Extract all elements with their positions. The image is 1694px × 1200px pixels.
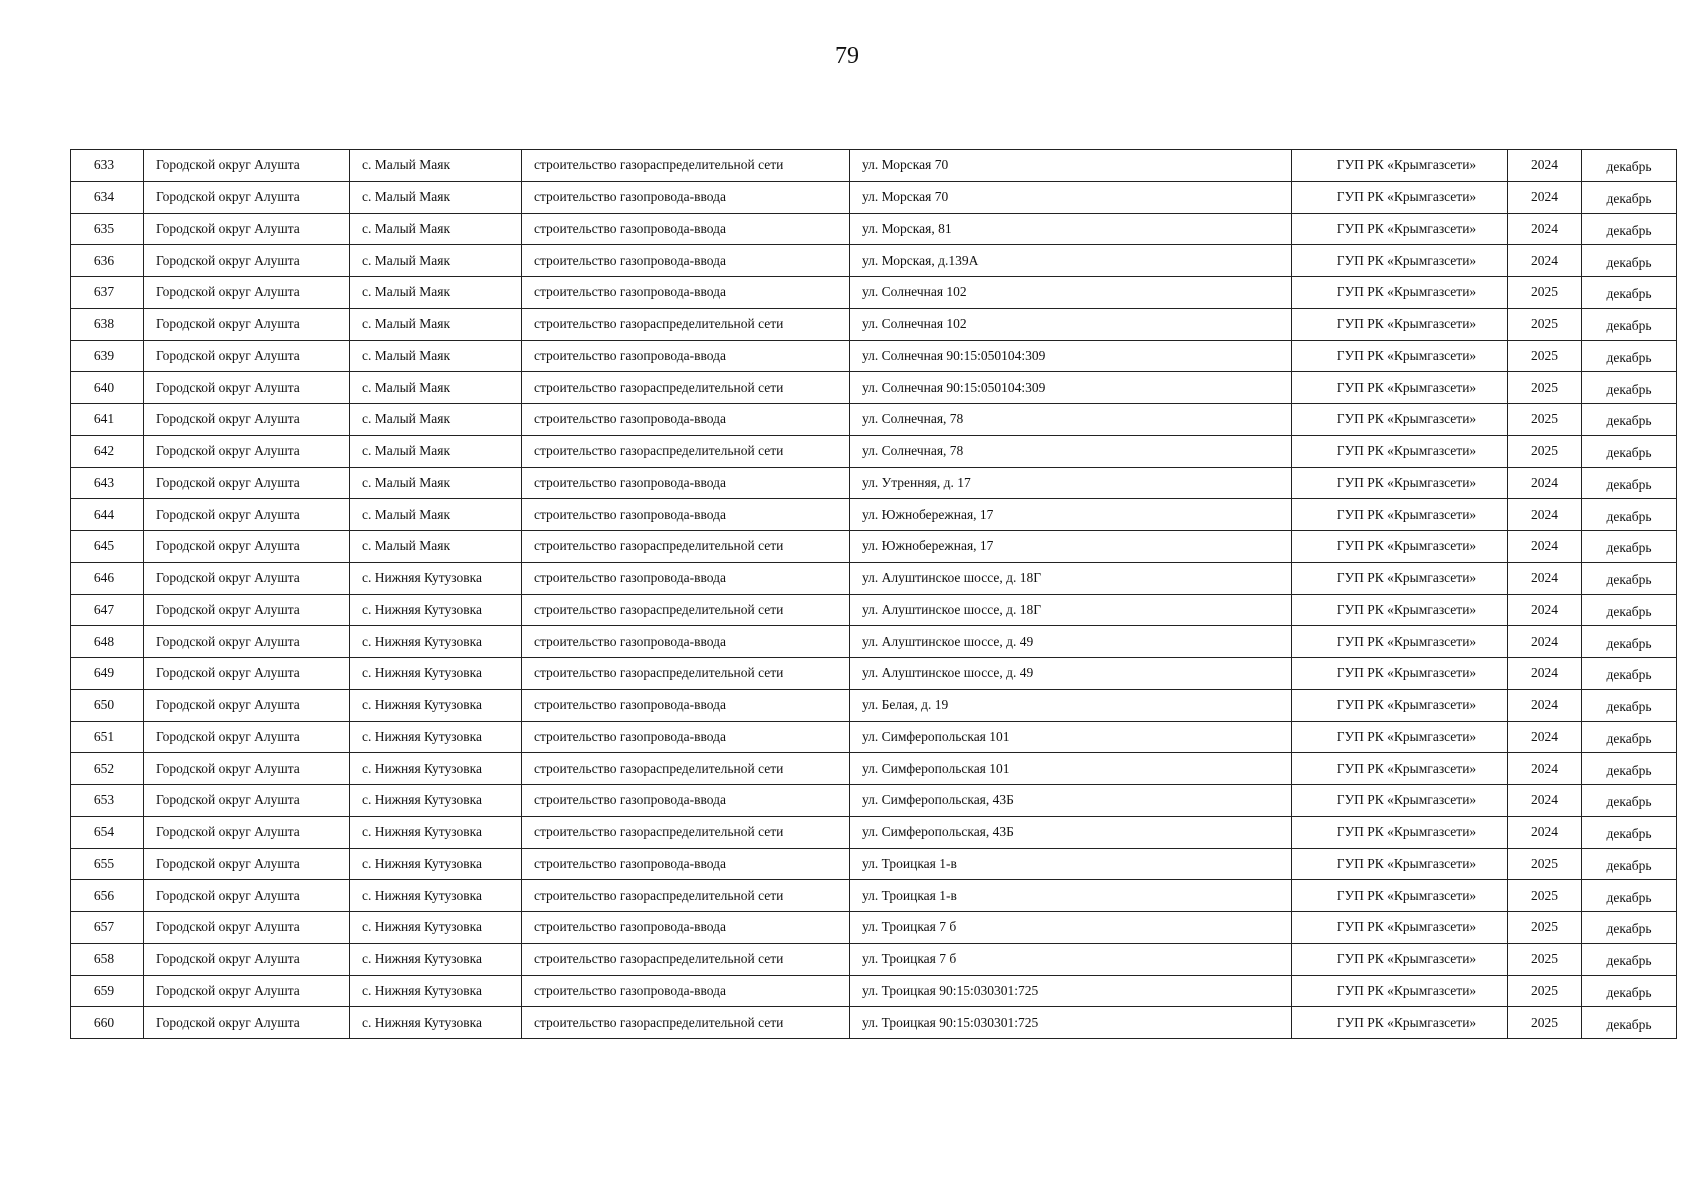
work-type-cell: строительство газопровода-ввода	[522, 404, 850, 436]
village-cell: с. Нижняя Кутузовка	[350, 848, 522, 880]
row-number-cell: 648	[71, 626, 144, 658]
village-cell: с. Нижняя Кутузовка	[350, 626, 522, 658]
village-cell: с. Нижняя Кутузовка	[350, 658, 522, 690]
village-cell: с. Малый Маяк	[350, 435, 522, 467]
organization-cell: ГУП РК «Крымгазсети»	[1292, 213, 1508, 245]
year-cell: 2025	[1508, 404, 1582, 436]
year-cell: 2025	[1508, 277, 1582, 309]
year-cell: 2025	[1508, 1007, 1582, 1039]
work-type-cell: строительство газораспределительной сети	[522, 658, 850, 690]
work-type-cell: строительство газопровода-ввода	[522, 626, 850, 658]
row-number-cell: 643	[71, 467, 144, 499]
row-number-cell: 656	[71, 880, 144, 912]
address-cell: ул. Симферопольская, 43Б	[850, 785, 1292, 817]
month-cell: декабрь	[1582, 943, 1677, 975]
year-cell: 2024	[1508, 689, 1582, 721]
table-body	[71, 150, 1677, 1039]
address-cell: ул. Симферопольская 101	[850, 721, 1292, 753]
year-cell: 2025	[1508, 308, 1582, 340]
row-number-cell: 644	[71, 499, 144, 531]
row-number-cell: 649	[71, 658, 144, 690]
organization-cell: ГУП РК «Крымгазсети»	[1292, 721, 1508, 753]
village-cell: с. Нижняя Кутузовка	[350, 594, 522, 626]
row-number-cell: 646	[71, 562, 144, 594]
district-cell: Городской округ Алушта	[144, 912, 350, 944]
row-number-cell: 634	[71, 181, 144, 213]
work-type-cell: строительство газораспределительной сети	[522, 308, 850, 340]
organization-cell: ГУП РК «Крымгазсети»	[1292, 753, 1508, 785]
work-type-cell: строительство газопровода-ввода	[522, 340, 850, 372]
row-number-cell: 645	[71, 531, 144, 563]
year-cell: 2024	[1508, 213, 1582, 245]
district-cell: Городской округ Алушта	[144, 404, 350, 436]
row-number-cell: 635	[71, 213, 144, 245]
work-type-cell: строительство газопровода-ввода	[522, 467, 850, 499]
village-cell: с. Малый Маяк	[350, 150, 522, 182]
row-number-cell: 650	[71, 689, 144, 721]
address-cell: ул. Троицкая 1-в	[850, 848, 1292, 880]
month-cell: декабрь	[1582, 150, 1677, 182]
village-cell: с. Нижняя Кутузовка	[350, 562, 522, 594]
row-number-cell: 642	[71, 435, 144, 467]
village-cell: с. Малый Маяк	[350, 531, 522, 563]
table-row	[71, 658, 1677, 690]
month-cell: декабрь	[1582, 277, 1677, 309]
district-cell: Городской округ Алушта	[144, 785, 350, 817]
village-cell: с. Нижняя Кутузовка	[350, 721, 522, 753]
table-row	[71, 467, 1677, 499]
table-row	[71, 531, 1677, 563]
table-row	[71, 626, 1677, 658]
village-cell: с. Малый Маяк	[350, 404, 522, 436]
district-cell: Городской округ Алушта	[144, 848, 350, 880]
district-cell: Городской округ Алушта	[144, 816, 350, 848]
year-cell: 2025	[1508, 435, 1582, 467]
organization-cell: ГУП РК «Крымгазсети»	[1292, 943, 1508, 975]
address-cell: ул. Троицкая 7 б	[850, 912, 1292, 944]
organization-cell: ГУП РК «Крымгазсети»	[1292, 499, 1508, 531]
district-cell: Городской округ Алушта	[144, 689, 350, 721]
year-cell: 2025	[1508, 340, 1582, 372]
month-cell: декабрь	[1582, 372, 1677, 404]
work-type-cell: строительство газораспределительной сети	[522, 435, 850, 467]
district-cell: Городской округ Алушта	[144, 721, 350, 753]
organization-cell: ГУП РК «Крымгазсети»	[1292, 594, 1508, 626]
work-type-cell: строительство газораспределительной сети	[522, 372, 850, 404]
address-cell: ул. Алуштинское шоссе, д. 49	[850, 626, 1292, 658]
table-row	[71, 499, 1677, 531]
table-row	[71, 150, 1677, 182]
month-cell: декабрь	[1582, 689, 1677, 721]
month-cell: декабрь	[1582, 531, 1677, 563]
year-cell: 2025	[1508, 912, 1582, 944]
row-number-cell: 647	[71, 594, 144, 626]
district-cell: Городской округ Алушта	[144, 277, 350, 309]
village-cell: с. Нижняя Кутузовка	[350, 1007, 522, 1039]
district-cell: Городской округ Алушта	[144, 943, 350, 975]
year-cell: 2024	[1508, 181, 1582, 213]
year-cell: 2024	[1508, 816, 1582, 848]
village-cell: с. Малый Маяк	[350, 308, 522, 340]
row-number-cell: 638	[71, 308, 144, 340]
month-cell: декабрь	[1582, 1007, 1677, 1039]
village-cell: с. Нижняя Кутузовка	[350, 753, 522, 785]
year-cell: 2024	[1508, 626, 1582, 658]
organization-cell: ГУП РК «Крымгазсети»	[1292, 1007, 1508, 1039]
district-cell: Городской округ Алушта	[144, 975, 350, 1007]
organization-cell: ГУП РК «Крымгазсети»	[1292, 912, 1508, 944]
year-cell: 2025	[1508, 372, 1582, 404]
month-cell: декабрь	[1582, 753, 1677, 785]
village-cell: с. Нижняя Кутузовка	[350, 785, 522, 817]
month-cell: декабрь	[1582, 626, 1677, 658]
year-cell: 2024	[1508, 753, 1582, 785]
year-cell: 2024	[1508, 467, 1582, 499]
address-cell: ул. Морская 70	[850, 181, 1292, 213]
work-type-cell: строительство газопровода-ввода	[522, 245, 850, 277]
year-cell: 2024	[1508, 150, 1582, 182]
address-cell: ул. Алуштинское шоссе, д. 18Г	[850, 562, 1292, 594]
table-row	[71, 277, 1677, 309]
address-cell: ул. Троицкая 90:15:030301:725	[850, 1007, 1292, 1039]
district-cell: Городской округ Алушта	[144, 880, 350, 912]
table-row	[71, 594, 1677, 626]
district-cell: Городской округ Алушта	[144, 213, 350, 245]
organization-cell: ГУП РК «Крымгазсети»	[1292, 404, 1508, 436]
year-cell: 2025	[1508, 943, 1582, 975]
table-row	[71, 435, 1677, 467]
month-cell: декабрь	[1582, 340, 1677, 372]
row-number-cell: 637	[71, 277, 144, 309]
work-type-cell: строительство газораспределительной сети	[522, 880, 850, 912]
table-row	[71, 372, 1677, 404]
month-cell: декабрь	[1582, 912, 1677, 944]
address-cell: ул. Морская 70	[850, 150, 1292, 182]
table-row	[71, 753, 1677, 785]
village-cell: с. Малый Маяк	[350, 277, 522, 309]
month-cell: декабрь	[1582, 245, 1677, 277]
address-cell: ул. Алуштинское шоссе, д. 18Г	[850, 594, 1292, 626]
organization-cell: ГУП РК «Крымгазсети»	[1292, 785, 1508, 817]
work-type-cell: строительство газопровода-ввода	[522, 912, 850, 944]
month-cell: декабрь	[1582, 467, 1677, 499]
table-row	[71, 880, 1677, 912]
organization-cell: ГУП РК «Крымгазсети»	[1292, 531, 1508, 563]
work-type-cell: строительство газораспределительной сети	[522, 943, 850, 975]
village-cell: с. Малый Маяк	[350, 213, 522, 245]
district-cell: Городской округ Алушта	[144, 753, 350, 785]
address-cell: ул. Морская, д.139А	[850, 245, 1292, 277]
table-row	[71, 213, 1677, 245]
month-cell: декабрь	[1582, 880, 1677, 912]
table-row	[71, 1007, 1677, 1039]
village-cell: с. Малый Маяк	[350, 467, 522, 499]
work-type-cell: строительство газопровода-ввода	[522, 181, 850, 213]
row-number-cell: 633	[71, 150, 144, 182]
village-cell: с. Малый Маяк	[350, 245, 522, 277]
month-cell: декабрь	[1582, 721, 1677, 753]
table-row	[71, 785, 1677, 817]
organization-cell: ГУП РК «Крымгазсети»	[1292, 848, 1508, 880]
table-row	[71, 721, 1677, 753]
row-number-cell: 641	[71, 404, 144, 436]
address-cell: ул. Симферопольская 101	[850, 753, 1292, 785]
row-number-cell: 654	[71, 816, 144, 848]
address-cell: ул. Морская, 81	[850, 213, 1292, 245]
organization-cell: ГУП РК «Крымгазсети»	[1292, 181, 1508, 213]
work-type-cell: строительство газопровода-ввода	[522, 689, 850, 721]
district-cell: Городской округ Алушта	[144, 340, 350, 372]
row-number-cell: 659	[71, 975, 144, 1007]
month-cell: декабрь	[1582, 594, 1677, 626]
row-number-cell: 636	[71, 245, 144, 277]
month-cell: декабрь	[1582, 181, 1677, 213]
address-cell: ул. Солнечная, 78	[850, 435, 1292, 467]
organization-cell: ГУП РК «Крымгазсети»	[1292, 150, 1508, 182]
village-cell: с. Нижняя Кутузовка	[350, 816, 522, 848]
work-type-cell: строительство газораспределительной сети	[522, 150, 850, 182]
work-type-cell: строительство газопровода-ввода	[522, 277, 850, 309]
table-row	[71, 943, 1677, 975]
address-cell: ул. Троицкая 90:15:030301:725	[850, 975, 1292, 1007]
table-row	[71, 181, 1677, 213]
district-cell: Городской округ Алушта	[144, 531, 350, 563]
organization-cell: ГУП РК «Крымгазсети»	[1292, 816, 1508, 848]
organization-cell: ГУП РК «Крымгазсети»	[1292, 975, 1508, 1007]
table-row	[71, 689, 1677, 721]
organization-cell: ГУП РК «Крымгазсети»	[1292, 689, 1508, 721]
address-cell: ул. Солнечная 90:15:050104:309	[850, 372, 1292, 404]
year-cell: 2024	[1508, 785, 1582, 817]
row-number-cell: 658	[71, 943, 144, 975]
village-cell: с. Нижняя Кутузовка	[350, 689, 522, 721]
row-number-cell: 652	[71, 753, 144, 785]
organization-cell: ГУП РК «Крымгазсети»	[1292, 277, 1508, 309]
year-cell: 2025	[1508, 848, 1582, 880]
work-type-cell: строительство газопровода-ввода	[522, 975, 850, 1007]
organization-cell: ГУП РК «Крымгазсети»	[1292, 340, 1508, 372]
organization-cell: ГУП РК «Крымгазсети»	[1292, 880, 1508, 912]
work-type-cell: строительство газораспределительной сети	[522, 531, 850, 563]
district-cell: Городской округ Алушта	[144, 658, 350, 690]
year-cell: 2024	[1508, 721, 1582, 753]
work-type-cell: строительство газораспределительной сети	[522, 816, 850, 848]
work-type-cell: строительство газопровода-ввода	[522, 785, 850, 817]
district-cell: Городской округ Алушта	[144, 499, 350, 531]
row-number-cell: 653	[71, 785, 144, 817]
address-cell: ул. Солнечная, 78	[850, 404, 1292, 436]
month-cell: декабрь	[1582, 435, 1677, 467]
month-cell: декабрь	[1582, 816, 1677, 848]
district-cell: Городской округ Алушта	[144, 467, 350, 499]
village-cell: с. Малый Маяк	[350, 499, 522, 531]
table-row	[71, 848, 1677, 880]
address-cell: ул. Солнечная 90:15:050104:309	[850, 340, 1292, 372]
year-cell: 2024	[1508, 658, 1582, 690]
work-type-cell: строительство газораспределительной сети	[522, 594, 850, 626]
organization-cell: ГУП РК «Крымгазсети»	[1292, 308, 1508, 340]
month-cell: декабрь	[1582, 308, 1677, 340]
village-cell: с. Нижняя Кутузовка	[350, 943, 522, 975]
table-row	[71, 975, 1677, 1007]
address-cell: ул. Солнечная 102	[850, 277, 1292, 309]
year-cell: 2024	[1508, 245, 1582, 277]
work-type-cell: строительство газопровода-ввода	[522, 848, 850, 880]
district-cell: Городской округ Алушта	[144, 372, 350, 404]
address-cell: ул. Утренняя, д. 17	[850, 467, 1292, 499]
year-cell: 2024	[1508, 594, 1582, 626]
year-cell: 2025	[1508, 880, 1582, 912]
village-cell: с. Нижняя Кутузовка	[350, 880, 522, 912]
year-cell: 2025	[1508, 975, 1582, 1007]
district-cell: Городской округ Алушта	[144, 308, 350, 340]
address-cell: ул. Троицкая 1-в	[850, 880, 1292, 912]
organization-cell: ГУП РК «Крымгазсети»	[1292, 562, 1508, 594]
work-type-cell: строительство газопровода-ввода	[522, 213, 850, 245]
district-cell: Городской округ Алушта	[144, 245, 350, 277]
address-cell: ул. Троицкая 7 б	[850, 943, 1292, 975]
village-cell: с. Малый Маяк	[350, 181, 522, 213]
organization-cell: ГУП РК «Крымгазсети»	[1292, 626, 1508, 658]
work-type-cell: строительство газораспределительной сети	[522, 753, 850, 785]
village-cell: с. Малый Маяк	[350, 340, 522, 372]
village-cell: с. Нижняя Кутузовка	[350, 975, 522, 1007]
village-cell: с. Нижняя Кутузовка	[350, 912, 522, 944]
month-cell: декабрь	[1582, 404, 1677, 436]
address-cell: ул. Белая, д. 19	[850, 689, 1292, 721]
work-type-cell: строительство газораспределительной сети	[522, 1007, 850, 1039]
row-number-cell: 660	[71, 1007, 144, 1039]
work-type-cell: строительство газопровода-ввода	[522, 499, 850, 531]
row-number-cell: 640	[71, 372, 144, 404]
month-cell: декабрь	[1582, 562, 1677, 594]
district-cell: Городской округ Алушта	[144, 626, 350, 658]
organization-cell: ГУП РК «Крымгазсети»	[1292, 245, 1508, 277]
work-type-cell: строительство газопровода-ввода	[522, 721, 850, 753]
address-cell: ул. Алуштинское шоссе, д. 49	[850, 658, 1292, 690]
organization-cell: ГУП РК «Крымгазсети»	[1292, 467, 1508, 499]
district-cell: Городской округ Алушта	[144, 562, 350, 594]
row-number-cell: 639	[71, 340, 144, 372]
table-row	[71, 245, 1677, 277]
district-cell: Городской округ Алушта	[144, 435, 350, 467]
year-cell: 2024	[1508, 531, 1582, 563]
address-cell: ул. Южнобережная, 17	[850, 499, 1292, 531]
month-cell: декабрь	[1582, 785, 1677, 817]
organization-cell: ГУП РК «Крымгазсети»	[1292, 658, 1508, 690]
organization-cell: ГУП РК «Крымгазсети»	[1292, 435, 1508, 467]
work-type-cell: строительство газопровода-ввода	[522, 562, 850, 594]
month-cell: декабрь	[1582, 213, 1677, 245]
gasification-table	[70, 149, 1677, 1039]
year-cell: 2024	[1508, 562, 1582, 594]
organization-cell: ГУП РК «Крымгазсети»	[1292, 372, 1508, 404]
row-number-cell: 651	[71, 721, 144, 753]
district-cell: Городской округ Алушта	[144, 181, 350, 213]
row-number-cell: 655	[71, 848, 144, 880]
year-cell: 2024	[1508, 499, 1582, 531]
month-cell: декабрь	[1582, 658, 1677, 690]
village-cell: с. Малый Маяк	[350, 372, 522, 404]
row-number-cell: 657	[71, 912, 144, 944]
address-cell: ул. Симферопольская, 43Б	[850, 816, 1292, 848]
address-cell: ул. Южнобережная, 17	[850, 531, 1292, 563]
month-cell: декабрь	[1582, 848, 1677, 880]
month-cell: декабрь	[1582, 975, 1677, 1007]
month-cell: декабрь	[1582, 499, 1677, 531]
table-row	[71, 340, 1677, 372]
table-row	[71, 404, 1677, 436]
district-cell: Городской округ Алушта	[144, 594, 350, 626]
district-cell: Городской округ Алушта	[144, 1007, 350, 1039]
address-cell: ул. Солнечная 102	[850, 308, 1292, 340]
table-row	[71, 912, 1677, 944]
district-cell: Городской округ Алушта	[144, 150, 350, 182]
table-row	[71, 562, 1677, 594]
page-number: 79	[835, 43, 859, 69]
table-row	[71, 816, 1677, 848]
table-row	[71, 308, 1677, 340]
